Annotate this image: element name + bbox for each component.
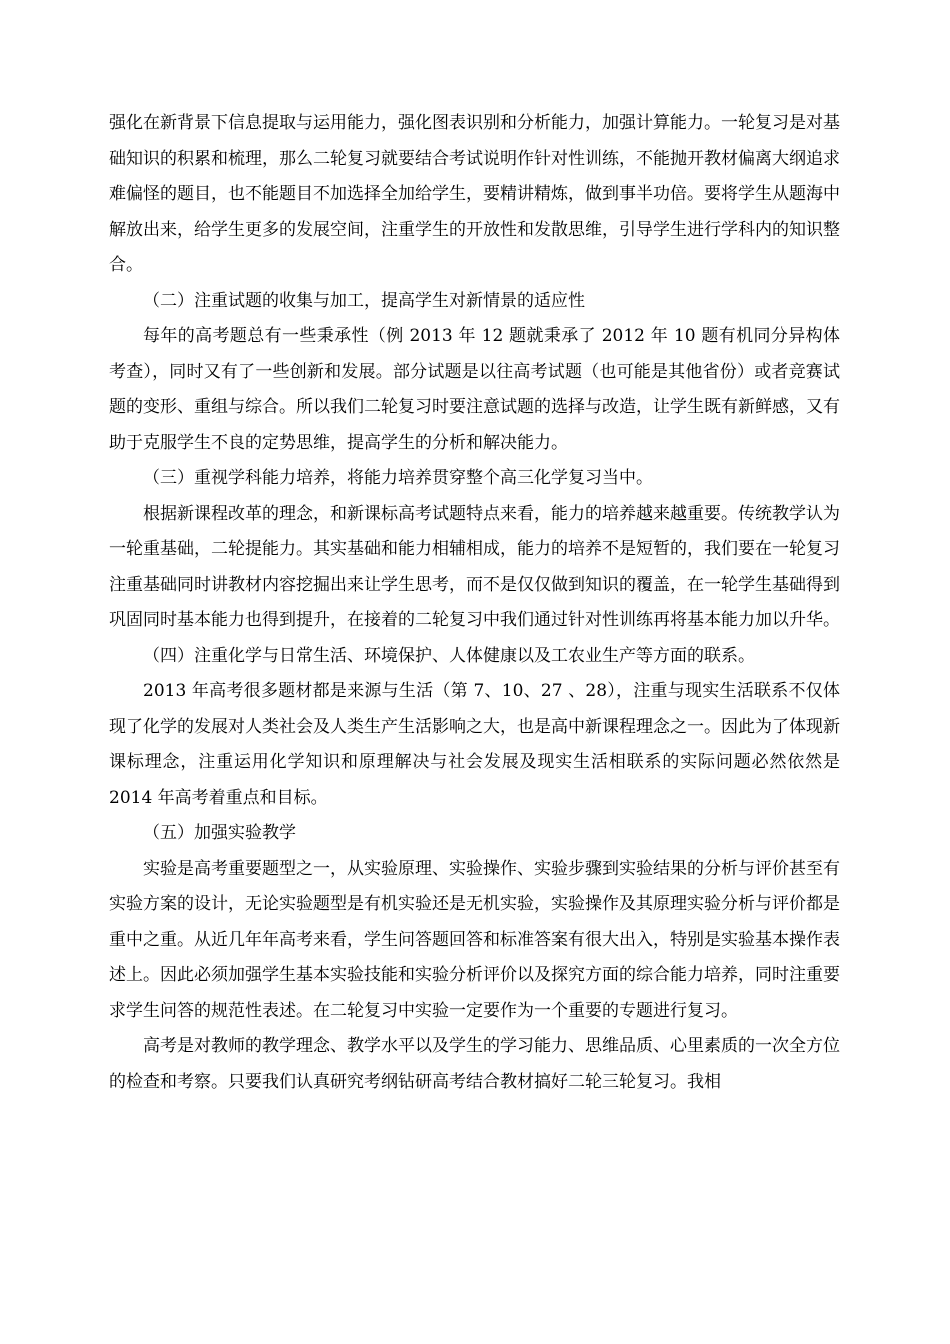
paragraph-section-3: 根据新课程改革的理念，和新课标高考试题特点来看，能力的培养越来越重要。传统教学认为一轮重基础，二轮提能力。其实基础和能力相辅相成，能力的培养不是短暂的，我们要在一轮复习注重基础同时讲教材内容挖掘出来让学生思考，而不是仅仅做到知识的覆盖，在一轮学生基础得到巩固同时基本能力也得到提升，在接着的二轮复习中我们通过针对性训练再将基本能力加以升华。	[109, 503, 840, 630]
paragraph-section-5: 实验是高考重要题型之一，从实验原理、实验操作、实验步骤到实验结果的分析与评价甚至有实验方案的设计，无论实验题型是有机实验还是无机实验，实验操作及其原理实验分析与评价都是重中之重。从近几年年高考来看，学生问答题回答和标准答案有很大出入，特别是实验基本操作表述上。因此必须加强学生基本实验技能和实验分析评价以及探究方面的综合能力培养，同时注重要求学生问答的规范性表述。在二轮复习中实验一定要作为一个重要的专题进行复习。	[109, 858, 840, 1021]
paragraph-section-2: 每年的高考题总有一些秉承性（例 2013 年 12 题就秉承了 2012 年 10 题有机同分异构体考查），同时又有了一些创新和发展。部分试题是以往高考试题（也可能是其他省份）或者竞赛试题的变形、重组与综合。所以我们二轮复习时要注意试题的选择与改造，让学生既有新鲜感，又有助于克服学生不良的定势思维，提高学生的分析和解决能力。	[109, 326, 840, 453]
paragraph-continuation: 强化在新背景下信息提取与运用能力，强化图表识别和分析能力，加强计算能力。一轮复习是对基础知识的积累和梳理，那么二轮复习就要结合考试说明作针对性训练，不能抛开教材偏离大纲追求难偏怪的题目，也不能题目不加选择全加给学生，要精讲精炼，做到事半功倍。要将学生从题海中解放出来，给学生更多的发展空间，注重学生的开放性和发散思维，引导学生进行学科内的知识整合。	[109, 113, 840, 275]
paragraph-conclusion: 高考是对教师的教学理念、教学水平以及学生的学习能力、思维品质、心里素质的一次全方位的检查和考察。只要我们认真研究考纲钻研高考结合教材搞好二轮三轮复习。我相	[109, 1036, 840, 1092]
section-heading-3: （三）重视学科能力培养，将能力培养贯穿整个高三化学复习当中。	[143, 468, 653, 488]
section-heading-4: （四）注重化学与日常生活、环境保护、人体健康以及工农业生产等方面的联系。	[143, 645, 755, 666]
section-heading-5: （五）加强实验教学	[143, 823, 296, 843]
paragraph-section-4: 2013 年高考很多题材都是来源与生活（第 7、10、27 、28），注重与现实生活联系不仅体现了化学的发展对人类社会及人类生产生活影响之大，也是高中新课程理念之一。因此为了体现新课标理念，注重运用化学知识和原理解决与社会发展及现实生活相联系的实际问题必然依然是 2014 年高考着重点和目标。	[109, 681, 840, 808]
section-heading-2: （二）注重试题的收集与加工，提高学生对新情景的适应性	[143, 290, 585, 311]
document-body	[109, 106, 840, 1100]
